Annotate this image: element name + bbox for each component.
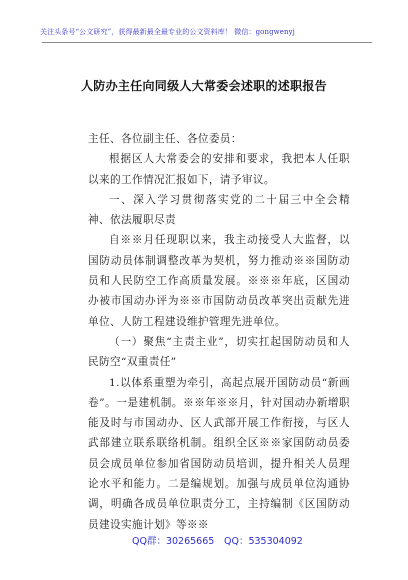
paragraph: 1.以体系重塑为牵引，高起点展开国防动员“新画卷”。一是建机制。※※年※※月，针对国动办新增职能及时与市国动办、区人武部开展工作衔接，与区人武部建立联系联络机制。组织全区※※家国防动员委员会成员单位参加省国防动员培训，提升相关人员理论水平和能力。二是编规划。加强与成员单位沟通协调，明确各成员单位职责分工，主持编制《区国防动员建设实施计划》等※※ — [88, 376, 350, 531]
document-body — [88, 129, 350, 535]
header-divider — [42, 42, 372, 43]
paragraph: 自※※月任现职以来，我主动接受人大监督，以国防动员体制调整改革为契机，努力推动※※国防动员和人民防空工作高质量发展。※※※年底，区国动办被市国动办评为※※市国防动员改革突出贡献先进单位、人防工程建设维护管理先进单位。 — [88, 234, 350, 328]
salutation: 主任、各位副主任、各位委员： — [88, 133, 242, 145]
promo-banner: 关注头条号“公文研究”，获得最新最全最专业的公文资料库！ 微信：gongwenyj — [40, 28, 295, 36]
qq-number: QQ：535304092 — [224, 536, 303, 547]
section-heading: 一、深入学习贯彻落实党的二十届三中全会精神、依法履职尽责 — [88, 193, 350, 227]
subsection-heading: （一）聚焦“主责主业”，切实扛起国防动员和人民防空“双重责任” — [88, 335, 350, 369]
qq-group-number: QQ群：30265665 — [132, 536, 215, 547]
document-title: 人防办主任向同级人大常委会述职的述职报告 — [80, 79, 327, 93]
paragraph: 根据区人大常委会的安排和要求，我把本人任职以来的工作情况汇报如下，请予审议。 — [88, 153, 350, 186]
